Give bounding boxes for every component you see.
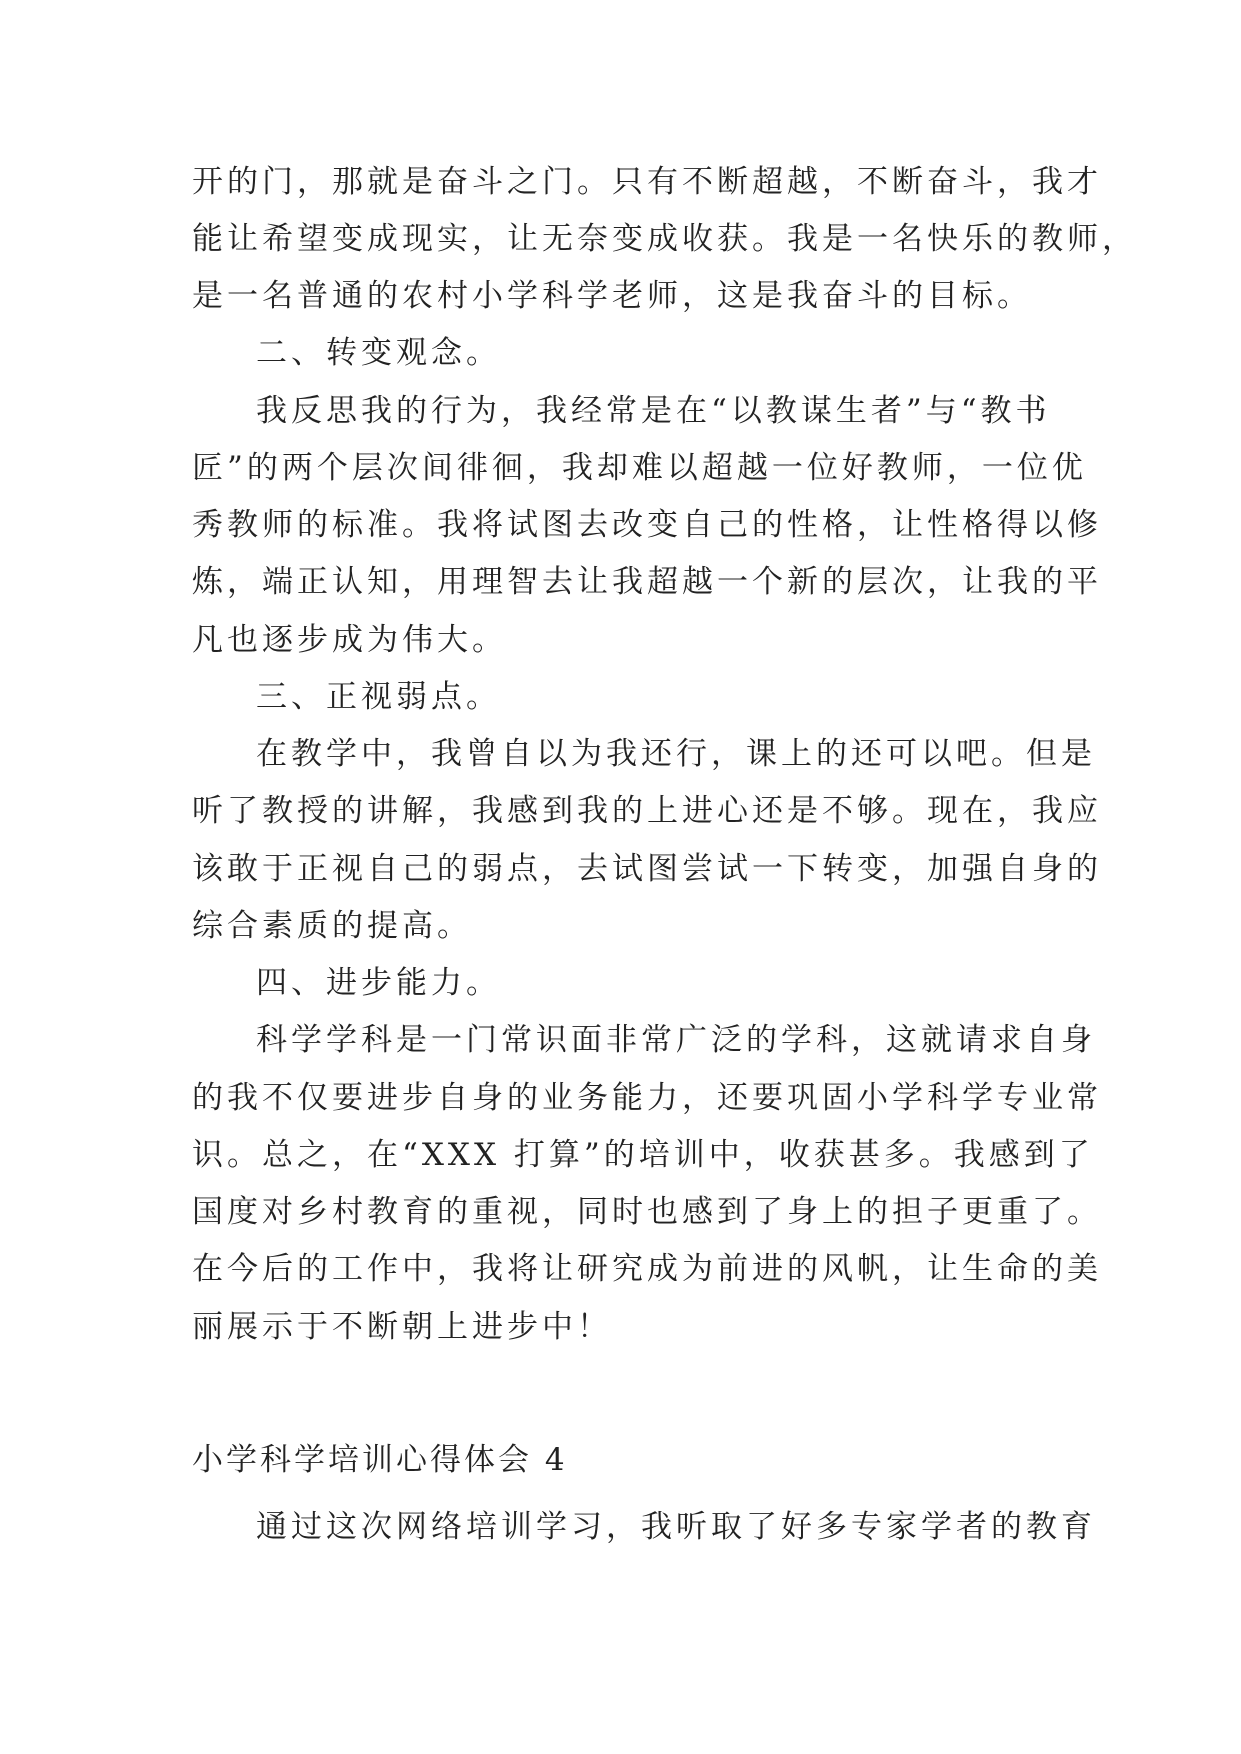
paragraph-line: 炼，端正认知，用理智去让我超越一个新的层次，让我的平 xyxy=(192,564,1102,600)
paragraph-line: 在教学中，我曾自以为我还行，课上的还可以吧。但是 xyxy=(256,736,1096,772)
paragraph-line: 凡也逐步成为伟大。 xyxy=(192,622,507,658)
section-heading: 三、正视弱点。 xyxy=(256,679,501,715)
paragraph-line: 听了教授的讲解，我感到我的上进心还是不够。现在，我应 xyxy=(192,793,1102,829)
paragraph-line: 秀教师的标准。我将试图去改变自己的性格，让性格得以修 xyxy=(192,507,1102,543)
paragraph-line: 科学学科是一门常识面非常广泛的学科，这就请求自身 xyxy=(256,1022,1096,1058)
paragraph-line: 该敢于正视自己的弱点，去试图尝试一下转变，加强自身的 xyxy=(192,851,1102,887)
paragraph-line: 我反思我的行为，我经常是在“以教谋生者”与“教书 xyxy=(256,393,1051,429)
paragraph-line: 开的门，那就是奋斗之门。只有不断超越，不断奋斗，我才 xyxy=(192,164,1102,200)
paragraph-line: 在今后的工作中，我将让研究成为前进的风帆，让生命的美 xyxy=(192,1251,1102,1287)
section-heading: 四、进步能力。 xyxy=(256,965,501,1001)
paragraph-line: 识。总之，在“XXX 打算”的培训中，收获甚多。我感到了 xyxy=(192,1137,1094,1173)
paragraph-line: 能让希望变成现实，让无奈变成收获。我是一名快乐的教师， xyxy=(192,221,1137,257)
paragraph-line: 匠”的两个层次间徘徊，我却难以超越一位好教师，一位优 xyxy=(192,450,1087,486)
paragraph-line: 通过这次网络培训学习，我听取了好多专家学者的教育 xyxy=(256,1509,1096,1545)
article-title: 小学科学培训心得体会 4 xyxy=(192,1442,568,1478)
paragraph-line: 是一名普通的农村小学科学老师，这是我奋斗的目标。 xyxy=(192,278,1032,314)
paragraph-line: 丽展示于不断朝上进步中！ xyxy=(192,1309,612,1345)
section-heading: 二、转变观念。 xyxy=(256,335,501,371)
paragraph-line: 国度对乡村教育的重视，同时也感到了身上的担子更重了。 xyxy=(192,1194,1102,1230)
paragraph-line: 的我不仅要进步自身的业务能力，还要巩固小学科学专业常 xyxy=(192,1080,1102,1116)
paragraph-line: 综合素质的提高。 xyxy=(192,908,472,944)
